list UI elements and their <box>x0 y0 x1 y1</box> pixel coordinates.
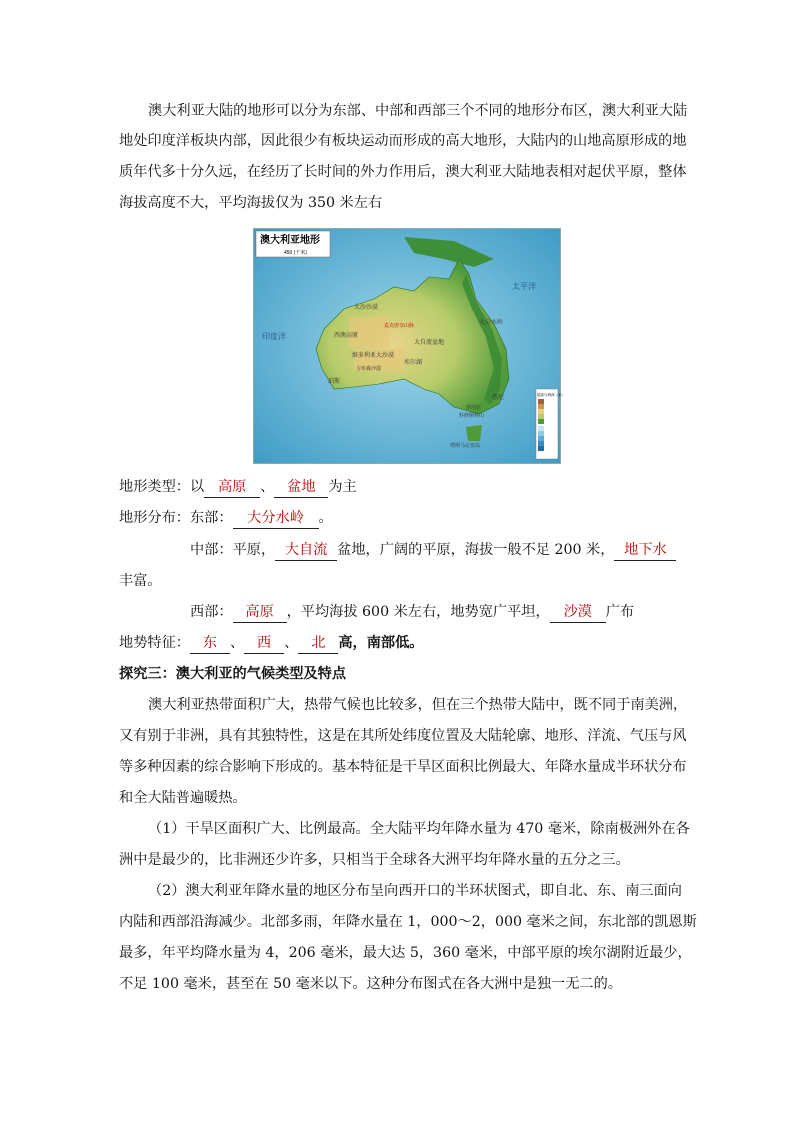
blank-type-b: 盆地 <box>274 477 328 498</box>
west-tail: 广布 <box>605 604 635 620</box>
s3-p1-l3: 等多种因素的综合影响下形成的。基本特征是干旱区面积比例最大、年降水量成半环状分布 <box>119 759 687 775</box>
blank-mid-2: 地下水 <box>614 540 676 561</box>
terrain-west-line <box>190 602 634 623</box>
blank-f2: 西 <box>244 633 284 654</box>
label-basin: 大自流盆地 <box>414 339 445 346</box>
label-tasmania: 塔斯马尼亚岛 <box>450 443 481 449</box>
s3-p3-l1: （2）澳大利亚年降水量的地区分布呈向西开口的半环状图式，即自北、东、南三面向 <box>148 883 682 899</box>
blank-mid: 大自流 <box>275 540 337 561</box>
label-perth: 珀斯 <box>328 378 341 385</box>
feat-tail: 高，南部低。 <box>338 635 424 651</box>
blank-west-2: 沙漠 <box>550 602 606 623</box>
s3-p3-l4: 不足 100 毫米，甚至在 50 毫米以下。这种分布图式在各大洲中是独一无二的。 <box>119 976 622 992</box>
map-scale: 450 (千米) <box>284 250 308 256</box>
label-pacific: 太平洋 <box>512 282 536 291</box>
terrain-dist-line <box>119 508 333 529</box>
intro-line-2: 地处印度洋板块内部，因此很少有板块运动而形成的高大地形，大陆内的山地高原形成的地 <box>119 133 687 149</box>
mid-text: 盆地，广阔的平原，海拔一般不足 200 米， <box>337 542 615 558</box>
terrain-type-tail: 为主 <box>328 479 357 495</box>
sep-1: 、 <box>260 479 275 495</box>
terrain-type-label: 地形类型：以 <box>119 479 205 495</box>
terrain-feature-line <box>119 633 424 654</box>
label-canberra: 堪培拉 <box>466 405 482 411</box>
sep-f1: 、 <box>229 635 245 651</box>
feat-label: 地势特征： <box>119 635 190 651</box>
label-desert2: 维多利亚大沙漠 <box>352 352 395 359</box>
s3-p1-l2: 又有别于非洲，具有其独特性，这是在其所处纬度位置及大陆轮廓、地形、洋流、气压与风 <box>119 728 687 744</box>
blank-f3: 北 <box>298 633 338 654</box>
label-sydney: 悉尼 <box>492 394 505 401</box>
intro-line-3: 质年代多十分久远，在经历了长时间的外力作用后，澳大利亚大陆地表相对起伏平原，整体 <box>119 164 687 180</box>
s3-p3-l3: 最多，年平均降水量为 4，206 毫米，最大达 5，360 毫米，中部平原的埃尔湖附近最少， <box>119 945 692 961</box>
label-gibson: 吉布森沙漠 <box>356 366 382 372</box>
terrain-type-line <box>119 477 357 498</box>
west-label: 西部： <box>190 604 233 620</box>
terrain-dist-label: 地形分布：东部： <box>119 510 233 526</box>
blank-f1: 东 <box>190 633 230 654</box>
australia-terrain-map <box>253 228 565 464</box>
label-west-plateau: 西澳高原 <box>334 332 359 339</box>
section3-heading: 探究三：澳大利亚的气候类型及特点 <box>119 666 347 682</box>
s3-p1-l4: 和全大陆普遍暖热。 <box>119 790 247 806</box>
s3-p2-l1: （1）干旱区面积广大、比例最高。全大陆平均年降水量为 470 毫米，除南极洲外在各 <box>148 821 690 837</box>
s3-p3-l2: 内陆和西部沿海减少。北部多雨，年降水量在 1，000～2，000 毫米之间，东北部的凯恩斯 <box>119 914 697 930</box>
map-title: 澳大利亚地形 <box>260 235 320 246</box>
label-indian: 印度洋 <box>262 332 286 341</box>
label-kosciuszko: 科修斯科山 <box>459 413 485 419</box>
intro-line-1: 澳大利亚大陆的地形可以分为东部、中部和西部三个不同的地形分布区，澳大利亚大陆 <box>148 103 688 119</box>
sep-f2: 、 <box>284 635 299 651</box>
label-range: 大分水岭 <box>479 319 504 326</box>
mid-tail: 丰富。 <box>119 573 162 589</box>
label-desert1: 大沙沙漠 <box>354 304 379 311</box>
legend-title: 陆高与海深（米） <box>537 393 565 397</box>
s3-p1-l1: 澳大利亚热带面积广大，热带气候也比较多，但在三个热带大陆中，既不同于南美洲， <box>148 697 688 713</box>
label-lake: 埃尔湖 <box>404 359 423 366</box>
label-musgrave: 麦克唐奈山脉 <box>384 323 415 329</box>
mid-label: 中部：平原， <box>190 542 276 558</box>
east-tail: 。 <box>318 510 333 526</box>
west-text: ，平均海拔 600 米左右，地势宽广平坦， <box>286 604 550 620</box>
terrain-mid-line <box>190 540 676 561</box>
s3-p2-l2: 洲中是最少的，比非洲还少许多，只相当于全球各大洲平均年降水量的五分之三。 <box>119 852 630 868</box>
intro-line-4: 海拔高度不大，平均海拔仅为 350 米左右 <box>119 195 383 211</box>
blank-type-a: 高原 <box>204 477 260 498</box>
blank-west: 高原 <box>233 602 287 623</box>
blank-east: 大分水岭 <box>233 508 319 529</box>
